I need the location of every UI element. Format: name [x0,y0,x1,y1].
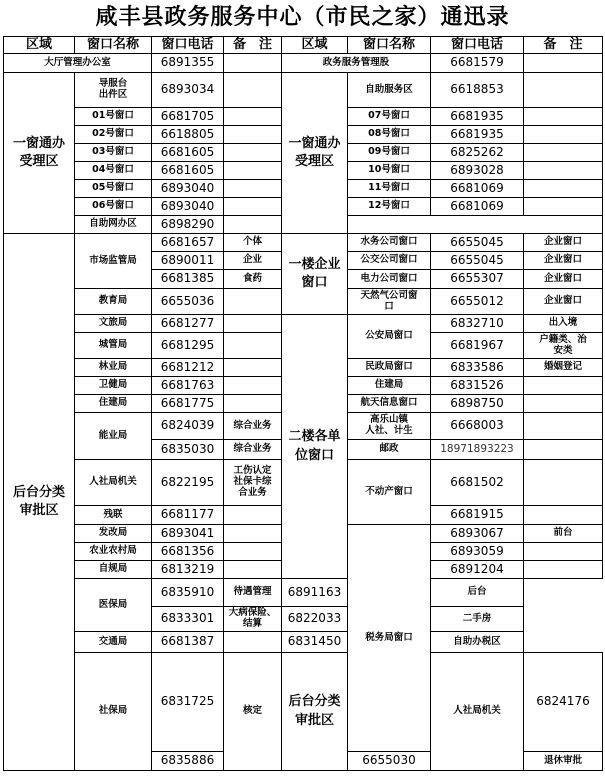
window-name-cell: 政务服务管理股 [282,54,431,73]
phone-cell: 6681705 [152,108,224,126]
remark-cell [224,198,282,216]
phone-cell: 6832710 [431,315,524,333]
window-name-cell: 航天信息窗口 [348,395,431,413]
phone-cell: 6893028 [431,162,524,180]
window-name-cell: 林业局 [75,359,152,377]
phone-cell: 6890011 [152,252,224,270]
table-row [4,54,603,73]
remark-cell: 自助办税区 [431,632,524,653]
window-name-cell: 市场监管局 [75,234,152,289]
remark-cell [224,359,282,377]
remark-cell [224,543,282,561]
window-name-cell: 自助网办区 [75,216,152,234]
remark-cell: 前台 [524,525,603,543]
remark-cell [524,440,603,460]
window-name-cell: 住建局 [75,395,152,413]
remark-cell [524,561,603,579]
phone-cell: 6824176 [524,653,603,752]
window-name-cell: 自助服务区 [348,73,431,108]
remark-cell: 出入境 [524,315,603,333]
remark-cell: 企业窗口 [524,252,603,270]
remark-cell [224,315,282,333]
phone-cell: 6681935 [431,108,524,126]
remark-cell [224,144,282,162]
window-name-cell: 10号窗口 [348,162,431,180]
phone-cell: 6833586 [431,359,524,377]
window-name-cell: 文旅局 [75,315,152,333]
window-name-cell: 大厅管理办公室 [4,54,152,73]
table-row [4,579,603,607]
phone-cell: 6681763 [152,377,224,395]
phone-cell: 6655036 [152,289,224,315]
header-cell: 备 注 [524,37,603,54]
phone-cell: 6893059 [431,543,524,561]
remark-cell: 综合业务 [224,440,282,460]
remark-cell: 食药 [224,270,282,289]
remark-cell [224,525,282,543]
window-name-cell: 01号窗口 [75,108,152,126]
window-name-cell: 社保局 [75,653,152,771]
window-name-cell: 天然气公司窗 口 [348,289,431,315]
phone-cell: 6681387 [152,632,224,653]
remark-cell [224,216,282,234]
window-name-cell: 卫健局 [75,377,152,395]
remark-cell [224,377,282,395]
phone-cell: 6618853 [431,73,524,108]
phone-cell: 6822195 [152,460,224,506]
remark-cell [224,506,282,525]
remark-cell: 婚姻登记 [524,359,603,377]
window-name-cell: 11号窗口 [348,180,431,198]
remark-cell [524,180,603,198]
phone-cell: 6681277 [152,315,224,333]
remark-cell [224,162,282,180]
window-name-cell [348,216,603,234]
remark-cell [524,108,603,126]
remark-cell: 企业窗口 [524,234,603,252]
directory-table [3,36,603,771]
phone-cell: 18971893223 [431,440,524,460]
phone-cell: 6831526 [431,377,524,395]
phone-cell: 6898750 [431,395,524,413]
remark-cell: 大病保险、 结算 [224,607,282,632]
area-cell: 二楼各单 位窗口 [282,315,348,579]
window-name-cell: 06号窗口 [75,198,152,216]
header-cell: 窗口名称 [75,37,152,54]
remark-cell: 个体 [224,234,282,252]
remark-cell [224,126,282,144]
window-name-cell: 电力公司窗口 [348,270,431,289]
area-cell: 后台分类 审批区 [4,234,75,771]
remark-cell [224,73,282,108]
phone-cell: 6655045 [431,252,524,270]
phone-cell: 6655307 [431,270,524,289]
remark-cell [224,333,282,359]
phone-cell: 6681967 [431,333,524,359]
phone-cell: 6655030 [348,752,431,771]
phone-cell: 6668003 [431,413,524,440]
window-name-cell: 05号窗口 [75,180,152,198]
remark-cell [524,506,603,525]
page-title: 咸丰县政务服务中心（市民之家）通迅录 [95,5,510,30]
phone-cell: 6681356 [152,543,224,561]
phone-cell: 6893067 [431,525,524,543]
remark-cell [224,180,282,198]
remark-cell: 待遇管理 [224,579,282,607]
phone-cell: 6681605 [152,162,224,180]
phone-cell: 6655012 [431,289,524,315]
area-cell: 一楼企业 窗口 [282,234,348,315]
area-cell: 一窗通办 受理区 [282,73,348,234]
phone-cell: 6893034 [152,73,224,108]
phone-cell: 6681177 [152,506,224,525]
window-name-cell: 邮政 [348,440,431,460]
phone-cell: 6835886 [152,752,224,771]
phone-cell: 6893040 [152,180,224,198]
header-cell: 区域 [282,37,348,54]
header-row [4,37,603,54]
window-name-cell: 税务局窗口 [348,525,431,752]
phone-cell: 6681069 [431,198,524,216]
window-name-cell: 医保局 [75,579,152,632]
remark-cell: 后台 [431,579,524,607]
phone-cell: 6681579 [431,54,524,73]
phone-cell: 6891355 [152,54,224,73]
window-name-cell: 高乐山镇 人社、计生 [348,413,431,440]
window-name-cell: 城管局 [75,333,152,359]
phone-cell: 6831725 [152,653,224,752]
remark-cell [224,632,282,653]
remark-cell: 工伤认定 社保卡综 合业务 [224,460,282,506]
table-row [4,73,603,108]
remark-cell [524,144,603,162]
phone-cell: 6835030 [152,440,224,460]
window-name-cell: 能业局 [75,413,152,460]
remark-cell [524,198,603,216]
remark-cell: 二手房 [431,607,524,632]
remark-cell: 企业窗口 [524,270,603,289]
table-row [4,315,603,333]
remark-cell [224,395,282,413]
window-name-cell: 民政局窗口 [348,359,431,377]
phone-cell: 6681385 [152,270,224,289]
remark-cell [224,54,282,73]
phone-cell: 6822033 [282,607,348,632]
phone-cell: 6681605 [152,144,224,162]
table-row [4,234,603,252]
phone-cell: 6618805 [152,126,224,144]
phone-cell: 6893041 [152,525,224,543]
phone-cell: 6681069 [431,180,524,198]
remark-cell [524,126,603,144]
remark-cell [524,162,603,180]
phone-cell: 6681657 [152,234,224,252]
window-name-cell: 教育局 [75,289,152,315]
window-name-cell: 公交公司窗口 [348,252,431,270]
remark-cell [224,289,282,315]
phone-cell: 6898290 [152,216,224,234]
header-cell: 窗口名称 [348,37,431,54]
window-name-cell: 09号窗口 [348,144,431,162]
table-row [4,632,603,653]
window-name-cell: 公安局窗口 [348,315,431,359]
window-name-cell: 不动产窗口 [348,460,431,525]
phone-cell: 6833301 [152,607,224,632]
window-name-cell: 12号窗口 [348,198,431,216]
window-name-cell: 交通局 [75,632,152,653]
window-name-cell: 03号窗口 [75,144,152,162]
remark-cell: 综合业务 [224,413,282,440]
window-name-cell: 人社局机关 [75,460,152,506]
remark-cell [524,413,603,440]
remark-cell: 核定 [224,653,282,771]
window-name-cell: 水务公司窗口 [348,234,431,252]
phone-cell: 6681212 [152,359,224,377]
remark-cell [524,73,603,108]
phone-cell: 6825262 [431,144,524,162]
phone-cell: 6831450 [282,632,348,653]
window-name-cell: 07号窗口 [348,108,431,126]
header-cell: 窗口电话 [431,37,524,54]
remark-cell [524,460,603,506]
header-cell: 区域 [4,37,75,54]
remark-cell [524,377,603,395]
window-name-cell: 人社局机关 [431,653,524,771]
phone-cell: 6681775 [152,395,224,413]
phone-cell: 6835910 [152,579,224,607]
phone-cell: 6893040 [152,198,224,216]
area-cell: 一窗通办 受理区 [4,73,75,234]
phone-cell: 6813219 [152,561,224,579]
phone-cell: 6681295 [152,333,224,359]
window-name-cell: 04号窗口 [75,162,152,180]
window-name-cell: 08号窗口 [348,126,431,144]
window-name-cell: 02号窗口 [75,126,152,144]
window-name-cell: 住建局 [348,377,431,395]
area-cell: 后台分类 审批区 [282,653,348,771]
phone-cell: 6681915 [431,506,524,525]
window-name-cell: 自规局 [75,561,152,579]
phone-cell: 6655045 [431,234,524,252]
remark-cell: 退休审批 [524,752,603,771]
remark-cell [224,108,282,126]
remark-cell: 户籍类、治 安类 [524,333,603,359]
table-row [4,653,603,752]
phone-cell: 6891204 [431,561,524,579]
remark-cell [524,54,603,73]
header-cell: 备 注 [224,37,282,54]
window-name-cell: 残联 [75,506,152,525]
window-name-cell: 发改局 [75,525,152,543]
window-name-cell: 农业农村局 [75,543,152,561]
remark-cell [524,543,603,561]
phone-cell: 6824039 [152,413,224,440]
phone-cell: 6681502 [431,460,524,506]
phone-cell: 6681935 [431,126,524,144]
header-cell: 窗口电话 [152,37,224,54]
remark-cell: 企业 [224,252,282,270]
remark-cell: 企业窗口 [524,289,603,315]
remark-cell [524,395,603,413]
phone-cell: 6891163 [282,579,348,607]
window-name-cell: 导服台 出件区 [75,73,152,108]
remark-cell [224,561,282,579]
